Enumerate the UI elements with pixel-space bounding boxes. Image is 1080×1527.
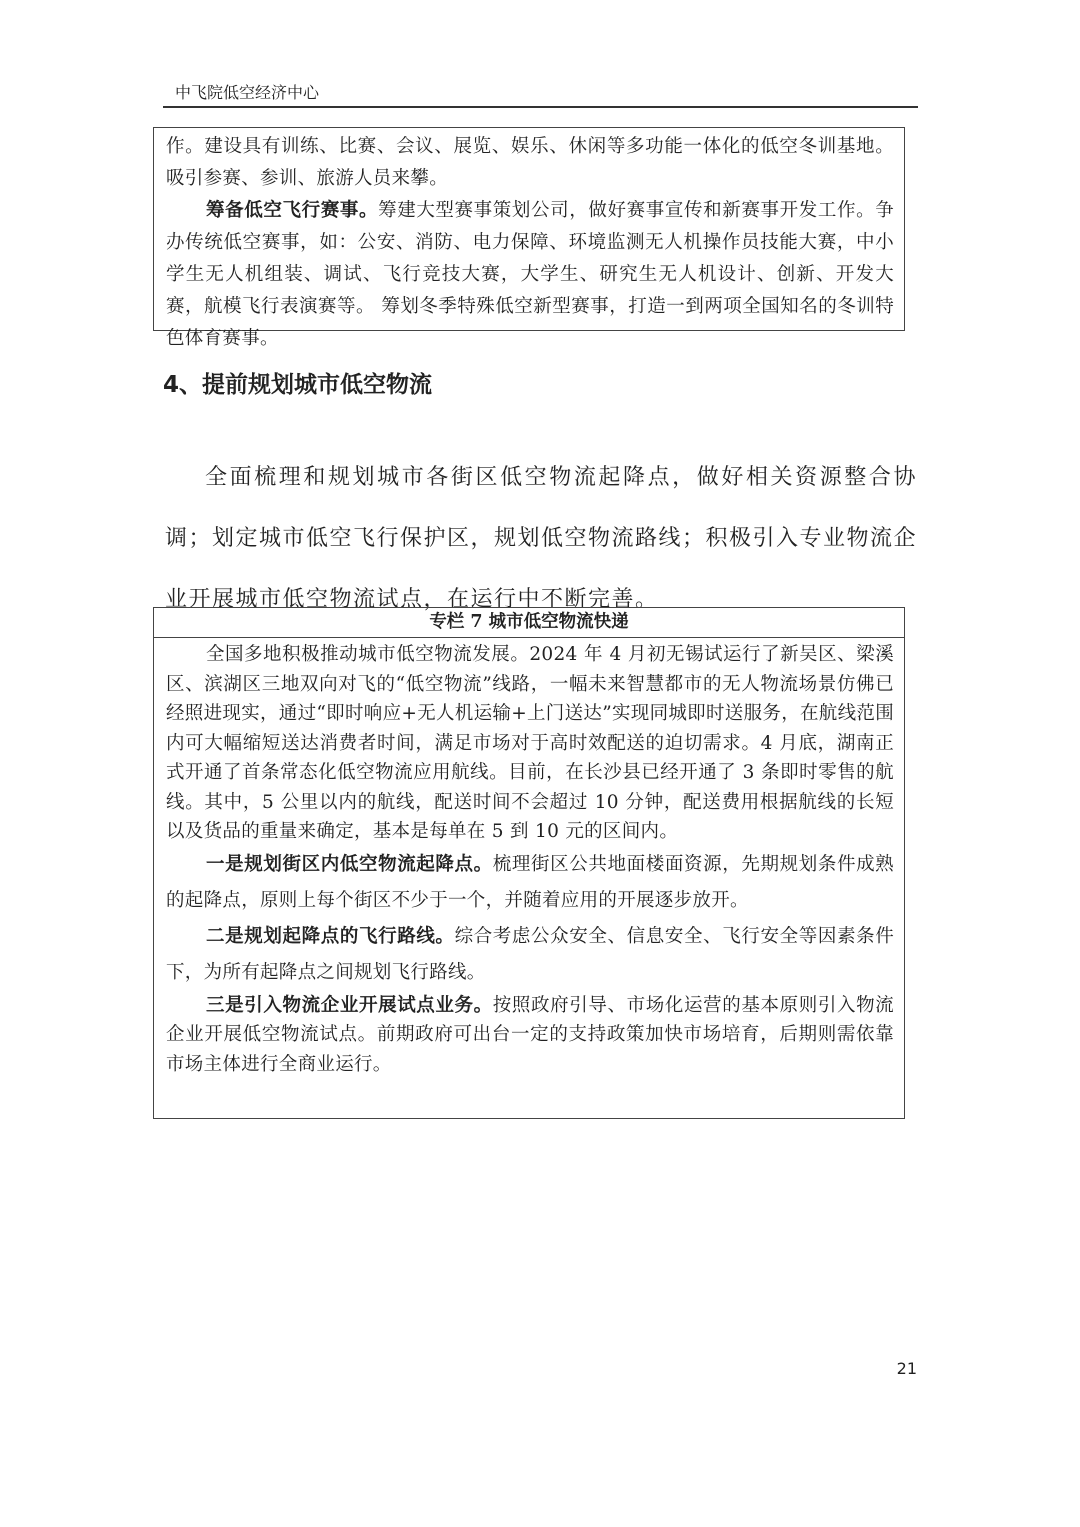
column-7-box [153,607,905,1119]
box1-paragraph-1: 作。建设具有训练、比赛、会议、展览、娱乐、休闲等多功能一体化的低空冬训基地。吸引参赛、参训、旅游人员来攀。 [166,136,894,189]
box1-paragraph-2-text: 筹建大型赛事策划公司，做好赛事宣传和新赛事开发工作。争办传统低空赛事，如：公安、消防、电力保障、环境监测无人机操作员技能大赛，中小学生无人机组装、调试、飞行竞技大赛，大学生、研究生无人机设计、创新、开发大赛，航模飞行表演赛等。 筹划冬季特殊低空新型赛事，打造一到两项全国知名的冬训特色体育赛事。 [166,200,894,349]
box2-paragraph-3-text: 综合考虑公众安全、信息安全、飞行安全等因素条件下，为所有起降点之间规划飞行路线。 [166,925,894,983]
box2-paragraph-1: 全国多地积极推动城市低空物流发展。2024 年 4 月初无锡试运行了新吴区、梁溪区、滨湖区三地双向对飞的“低空物流”线路，一幅未来智慧都市的无人物流场景仿佛已经照进现实，通过“即时响应+无人机运输+上门送达”实现同城即时送服务，在航线范围内可大幅缩短送达消费者时间，满足市场对于高时效配送的迫切需求。4 月底，湖南正式开通了首条常态化低空物流应用航线。目前，在长沙县已经开通了 3 条即时零售的航线。其中，5 公里以内的航线，配送时间不会超过 10 分钟，配送费用根据航线的长短以及货品的重量来确定，基本是每单在 5 到 10 元的区间内。 [166,644,894,842]
box2-paragraph-4-heading: 三是引入物流企业开展试点业务。 [206,994,493,1016]
box2-paragraph-4 [166,991,894,1080]
section-title: 4、提前规划城市低空物流 [163,372,433,398]
page-number: 21 [896,1359,917,1378]
box2-paragraph-3-heading: 二是规划起降点的飞行路线。 [206,925,455,947]
box2-paragraph-2-text: 梳理街区公共地面楼面资源，先期规划条件成熟的起降点，原则上每个街区不少于一个，并随着应用的开展逐步放开。 [166,853,894,911]
box2-paragraph-3 [166,919,894,991]
section-body: 全面梳理和规划城市各街区低空物流起降点，做好相关资源整合协调；划定城市低空飞行保护区，规划低空物流路线；积极引入专业物流企业开展城市低空物流试点，在运行中不断完善。 [165,465,918,612]
box2-paragraph-2 [166,847,894,919]
header-title: 中飞院低空经济中心 [175,83,320,102]
page-header [163,78,918,108]
column-7-title: 专栏 7 城市低空物流快递 [154,608,904,638]
column-7-body [154,638,904,1079]
continued-column-box [153,127,905,349]
box2-paragraph-4-text: 按照政府引导、市场化运营的基本原则引入物流企业开展低空物流试点。前期政府可出台一定的支持政策加快市场培育，后期则需依靠市场主体进行全商业运行。 [166,994,894,1075]
box1-paragraph-2-heading: 筹备低空飞行赛事。 [206,200,379,221]
box1-paragraph-2 [166,195,894,355]
box2-paragraph-2-heading: 一是规划街区内低空物流起降点。 [206,853,493,875]
